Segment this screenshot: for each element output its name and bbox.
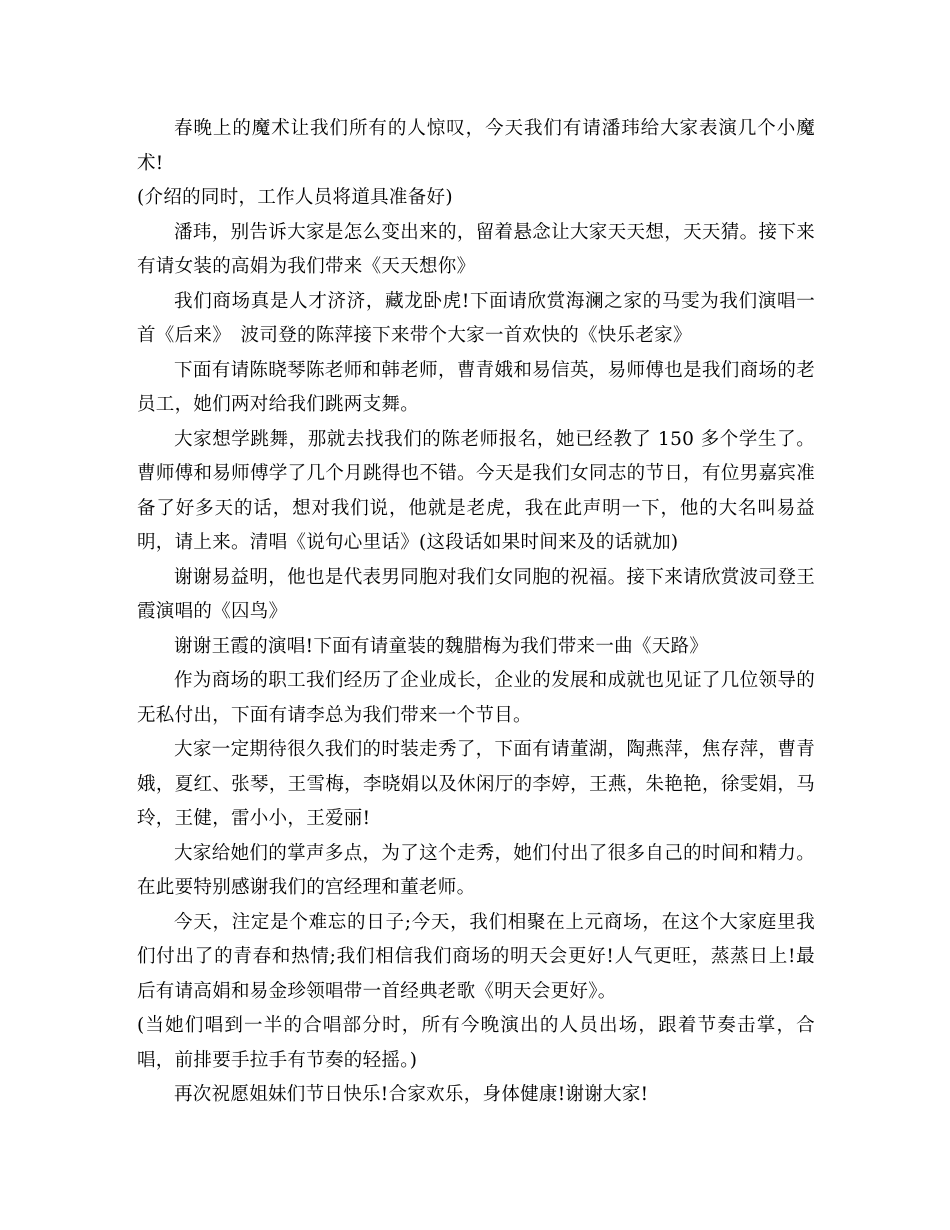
paragraph-thanks-wang: 谢谢王霞的演唱!下面有请童装的魏腊梅为我们带来一曲《天路》 [174,635,709,657]
paragraph-stage-note-props: (介绍的同时，工作人员将道具准备好) [137,187,453,208]
paragraph-talents: 我们商场真是人才济济，藏龙卧虎!下面请欣赏海澜之家的马雯为我们演唱一首《后来》 波司登的陈萍接下来带个大家一首欢快的《快乐老家》 [137,290,815,346]
document-body [137,112,815,1113]
paragraph-magic-intro: 春晚上的魔术让我们所有的人惊叹，今天我们有请潘玮给大家表演几个小魔术! [137,118,815,174]
paragraph-leaders: 作为商场的职工我们经历了企业成长，企业的发展和成就也见证了几位领导的无私付出，下面有请李总为我们带来一个节目。 [137,670,815,726]
paragraph-dance-intro: 下面有请陈晓琴陈老师和韩老师，曹青娥和易信英，易师傅也是我们商场的老员工，她们两对给我们跳两支舞。 [137,359,815,415]
paragraph-dance-teacher: 大家想学跳舞，那就去找我们的陈老师报名，她已经教了 150 多个学生了。曹师傅和易师傅学了几个月跳得也不错。今天是我们女同志的节日，有位男嘉宾准备了好多天的话，想对我们说，他就是老虎，我在此声明一下，他的大名叫易益明，请上来。清唱《说句心里话》(这段话如果时间来及的话就加) [137,428,815,553]
paragraph-closing-wishes: 再次祝愿姐妹们节日快乐!合家欢乐，身体健康!谢谢大家! [174,1084,649,1105]
paragraph-fashion-show: 大家一定期待很久我们的时装走秀了，下面有请董湖，陶燕萍，焦存萍，曹青娥，夏红、张琴，王雪梅，李晓娟以及休闲厅的李婷，王燕，朱艳艳，徐雯娟，马玲，王健，雷小小，王爱丽! [137,739,815,829]
paragraph-applause: 大家给她们的掌声多点，为了这个走秀，她们付出了很多自己的时间和精力。在此要特别感谢我们的宫经理和董老师。 [137,842,815,898]
paragraph-stage-note-chorus: (当她们唱到一半的合唱部分时，所有今晚演出的人员出场，跟着节奏击掌，合唱，前排要手拉手有节奏的轻摇。) [137,1015,815,1071]
paragraph-finale: 今天，注定是个难忘的日子;今天，我们相聚在上元商场，在这个大家庭里我们付出了的青春和热情;我们相信我们商场的明天会更好!人气更旺，蒸蒸日上!最后有请高娟和易金珍领唱带一首经典老歌《明天会更好》。 [137,911,815,1002]
paragraph-after-magic: 潘玮，别告诉大家是怎么变出来的，留着悬念让大家天天想，天天猜。接下来有请女装的高娟为我们带来《天天想你》 [137,221,815,277]
paragraph-thanks-yi: 谢谢易益明，他也是代表男同胞对我们女同胞的祝福。接下来请欣赏波司登王霞演唱的《囚鸟》 [137,566,815,622]
